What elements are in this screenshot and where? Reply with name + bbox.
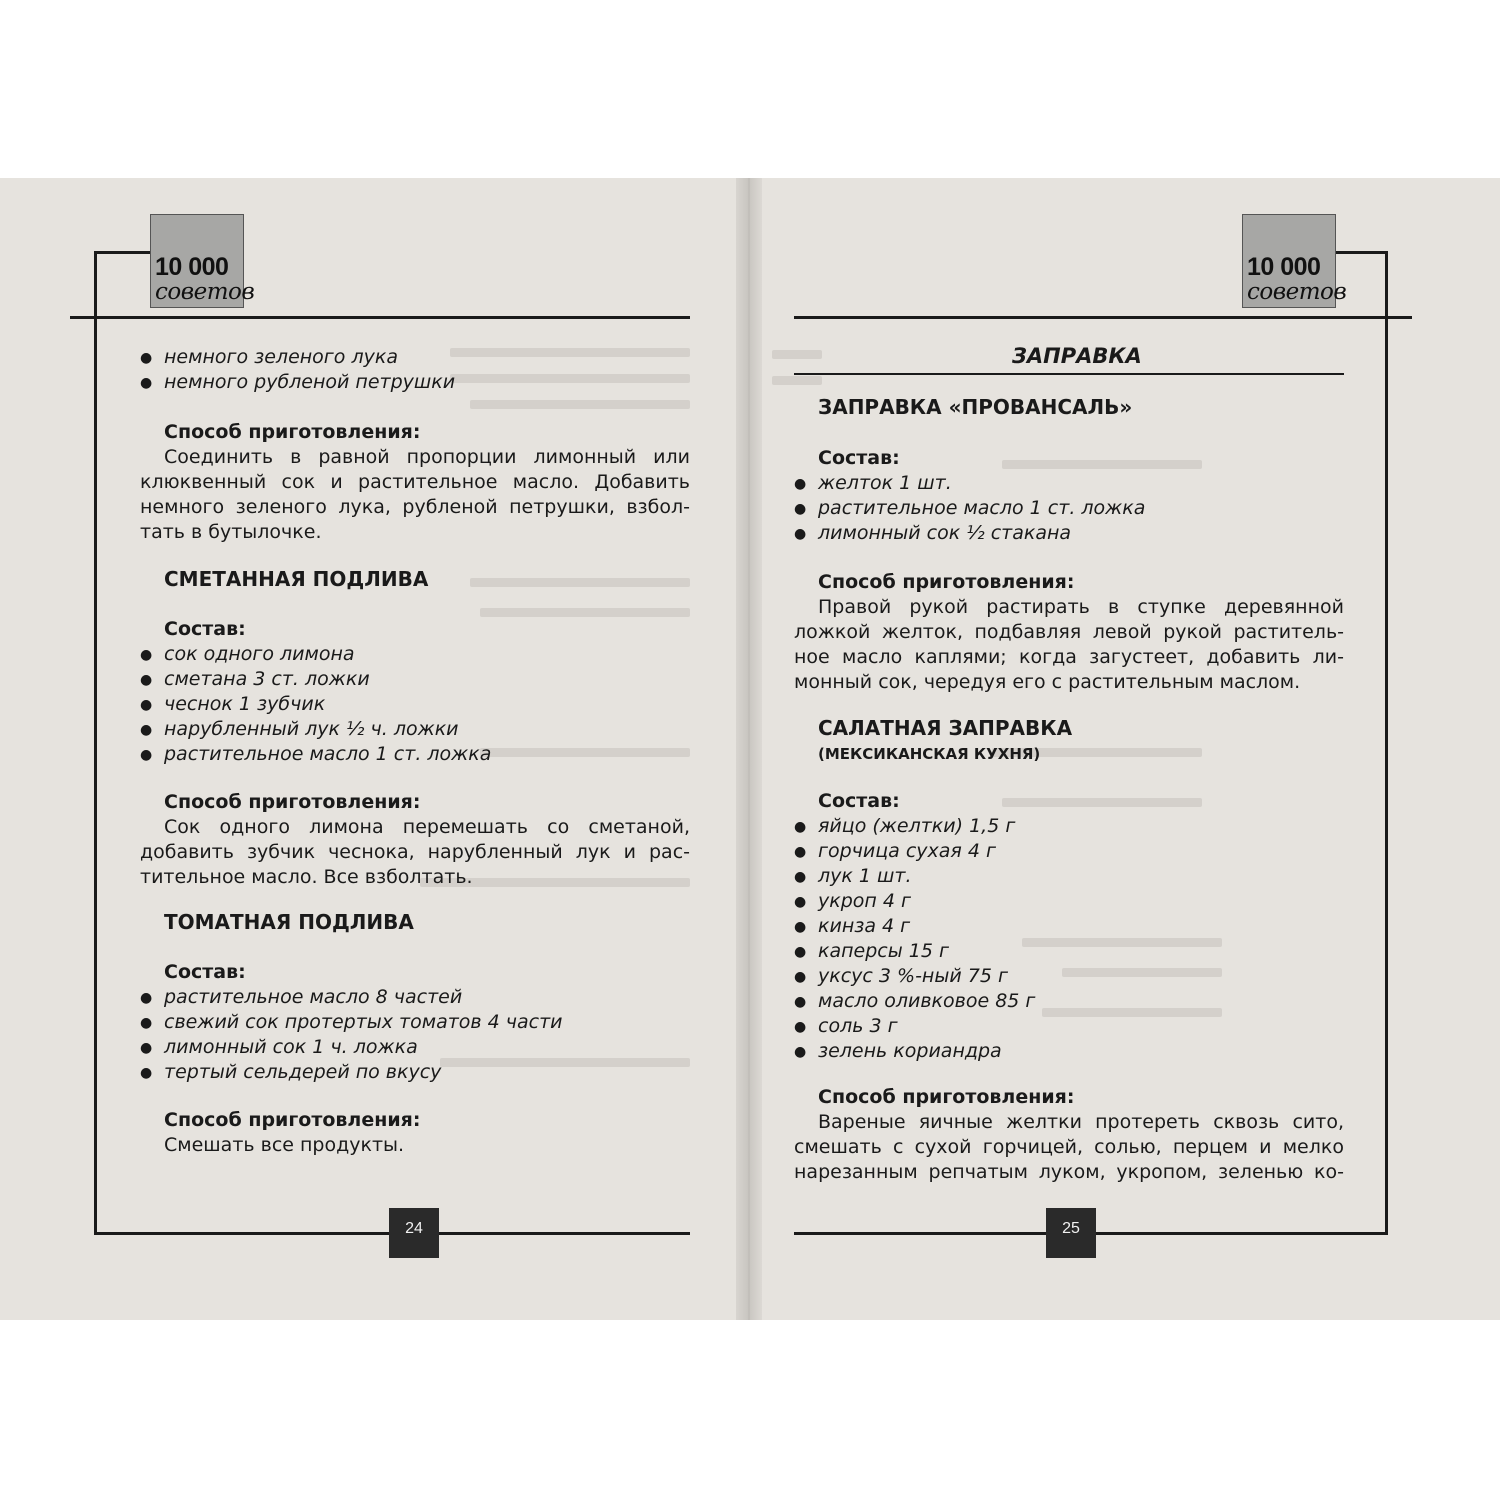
composition-label: Состав: xyxy=(818,790,900,812)
list-item: зелень кориандра xyxy=(818,1040,1002,1062)
list-item: растительное масло 8 частей xyxy=(164,986,463,1008)
bullet: ● xyxy=(140,647,153,663)
bullet: ● xyxy=(140,1065,153,1081)
list-item: каперсы 15 г xyxy=(818,940,949,962)
bullet: ● xyxy=(794,919,807,935)
list-item: сметана 3 ст. ложки xyxy=(164,668,370,690)
logo-box xyxy=(150,214,255,308)
method-text-line: добавить зубчик чеснока, нарубленный лук и рас- xyxy=(140,841,690,863)
method-text-line: Вареные яичные желтки протереть сквозь сито, xyxy=(818,1111,1344,1133)
method-label: Способ приготовления: xyxy=(164,1109,421,1131)
bleed-through xyxy=(1002,798,1202,807)
bleed-through xyxy=(470,400,690,409)
chapter-rule xyxy=(794,373,1344,375)
method-label: Способ приготовления: xyxy=(164,421,421,443)
right-page xyxy=(762,178,1500,1320)
bullet: ● xyxy=(794,819,807,835)
frame-right-line xyxy=(1385,251,1388,1233)
bullet: ● xyxy=(794,476,807,492)
method-text-line: смешать с сухой горчицей, солью, перцем и мелко xyxy=(794,1136,1344,1158)
book-spread xyxy=(0,178,1500,1320)
list-item: масло оливковое 85 г xyxy=(818,990,1036,1012)
bleed-through xyxy=(772,376,822,385)
method-label: Способ приготовления: xyxy=(818,571,1075,593)
page-number: 25 xyxy=(1046,1208,1096,1258)
bullet: ● xyxy=(794,1044,807,1060)
bullet: ● xyxy=(794,869,807,885)
method-text-line: тать в бутылочке. xyxy=(140,521,322,543)
bleed-through xyxy=(772,350,822,359)
bleed-through xyxy=(450,348,690,357)
method-text-line: Правой рукой растирать в ступке деревянной xyxy=(818,596,1344,618)
bullet: ● xyxy=(794,844,807,860)
composition-label: Состав: xyxy=(164,618,246,640)
chapter-title: ЗАПРАВКА xyxy=(1012,344,1142,368)
bleed-through xyxy=(450,374,690,383)
list-item: яйцо (желтки) 1,5 г xyxy=(818,815,1016,837)
header-rule xyxy=(794,316,1412,319)
list-item: немного зеленого лука xyxy=(164,346,398,368)
bullet: ● xyxy=(794,894,807,910)
bullet: ● xyxy=(794,501,807,517)
left-page xyxy=(0,178,736,1320)
frame-top-line xyxy=(1336,251,1388,254)
method-text-line: тительное масло. Все взболтать. xyxy=(140,866,473,888)
logo-box xyxy=(1242,214,1347,308)
bleed-through xyxy=(1002,460,1202,469)
method-text-line: Сок одного лимона перемешать со сметаной, xyxy=(164,816,690,838)
list-item: растительное масло 1 ст. ложка xyxy=(164,743,492,765)
composition-label: Состав: xyxy=(818,447,900,469)
list-item: сок одного лимона xyxy=(164,643,355,665)
logo-number: 10 000 xyxy=(1247,253,1321,281)
section-subtitle: (МЕКСИКАНСКАЯ КУХНЯ) xyxy=(818,745,1041,763)
header-rule xyxy=(70,316,690,319)
bullet: ● xyxy=(140,1015,153,1031)
list-item: свежий сок протертых томатов 4 части xyxy=(164,1011,563,1033)
list-item: чеснок 1 зубчик xyxy=(164,693,326,715)
bullet: ● xyxy=(794,994,807,1010)
section-title: СМЕТАННАЯ ПОДЛИВА xyxy=(164,567,429,591)
list-item: растительное масло 1 ст. ложка xyxy=(818,497,1146,519)
logo-number: 10 000 xyxy=(155,253,229,281)
bleed-through xyxy=(480,608,690,617)
bullet: ● xyxy=(140,990,153,1006)
bleed-through xyxy=(1042,1008,1222,1017)
frame-left-line xyxy=(94,251,97,1233)
bullet: ● xyxy=(140,722,153,738)
bullet: ● xyxy=(794,969,807,985)
list-item: соль 3 г xyxy=(818,1015,898,1037)
list-item: желток 1 шт. xyxy=(818,472,952,494)
bleed-through xyxy=(1062,968,1222,977)
list-item: лимонный сок ½ стакана xyxy=(818,522,1072,544)
section-title: САЛАТНАЯ ЗАПРАВКА xyxy=(818,716,1073,740)
book-gutter xyxy=(736,178,762,1320)
bullet: ● xyxy=(140,350,153,366)
method-text-line: Смешать все продукты. xyxy=(164,1134,405,1156)
list-item: нарубленный лук ½ ч. ложки xyxy=(164,718,459,740)
method-label: Способ приготовления: xyxy=(164,791,421,813)
composition-label: Состав: xyxy=(164,961,246,983)
frame-top-line xyxy=(94,251,150,254)
list-item: горчица сухая 4 г xyxy=(818,840,997,862)
list-item: уксус 3 %-ный 75 г xyxy=(818,965,1008,987)
bullet: ● xyxy=(794,526,807,542)
method-text-line: ложкой желток, подбавляя левой рукой раститель- xyxy=(794,621,1344,643)
bullet: ● xyxy=(140,747,153,763)
method-text-line: монный сок, чередуя его с растительным маслом. xyxy=(794,671,1301,693)
bullet: ● xyxy=(140,1040,153,1056)
bleed-through xyxy=(480,748,690,757)
method-text-line: ное масло каплями; когда загустеет, добавить ли- xyxy=(794,646,1344,668)
bullet: ● xyxy=(140,697,153,713)
section-title: ЗАПРАВКА «ПРОВАНСАЛЬ» xyxy=(818,395,1133,419)
list-item: немного рубленой петрушки xyxy=(164,371,456,393)
method-label: Способ приготовления: xyxy=(818,1086,1075,1108)
method-text-line: клюквенный сок и растительное масло. Добавить xyxy=(140,471,690,493)
list-item: тертый сельдерей по вкусу xyxy=(164,1061,442,1083)
method-text-line: немного зеленого лука, рубленой петрушки, взбол- xyxy=(140,496,690,518)
logo-word: советов xyxy=(1247,279,1347,305)
bullet: ● xyxy=(794,944,807,960)
list-item: укроп 4 г xyxy=(818,890,911,912)
bleed-through xyxy=(440,1058,690,1067)
page-number: 24 xyxy=(389,1208,439,1258)
bullet: ● xyxy=(140,375,153,391)
bullet: ● xyxy=(140,672,153,688)
logo-word: советов xyxy=(155,279,255,305)
method-text-line: Соединить в равной пропорции лимонный или xyxy=(164,446,690,468)
list-item: кинза 4 г xyxy=(818,915,911,937)
bullet: ● xyxy=(794,1019,807,1035)
bleed-through xyxy=(470,578,690,587)
list-item: лук 1 шт. xyxy=(818,865,912,887)
list-item: лимонный сок 1 ч. ложка xyxy=(164,1036,418,1058)
bleed-through xyxy=(1022,938,1222,947)
section-title: ТОМАТНАЯ ПОДЛИВА xyxy=(164,910,414,934)
method-text-line: нарезанным репчатым луком, укропом, зеленью ко- xyxy=(794,1161,1344,1183)
